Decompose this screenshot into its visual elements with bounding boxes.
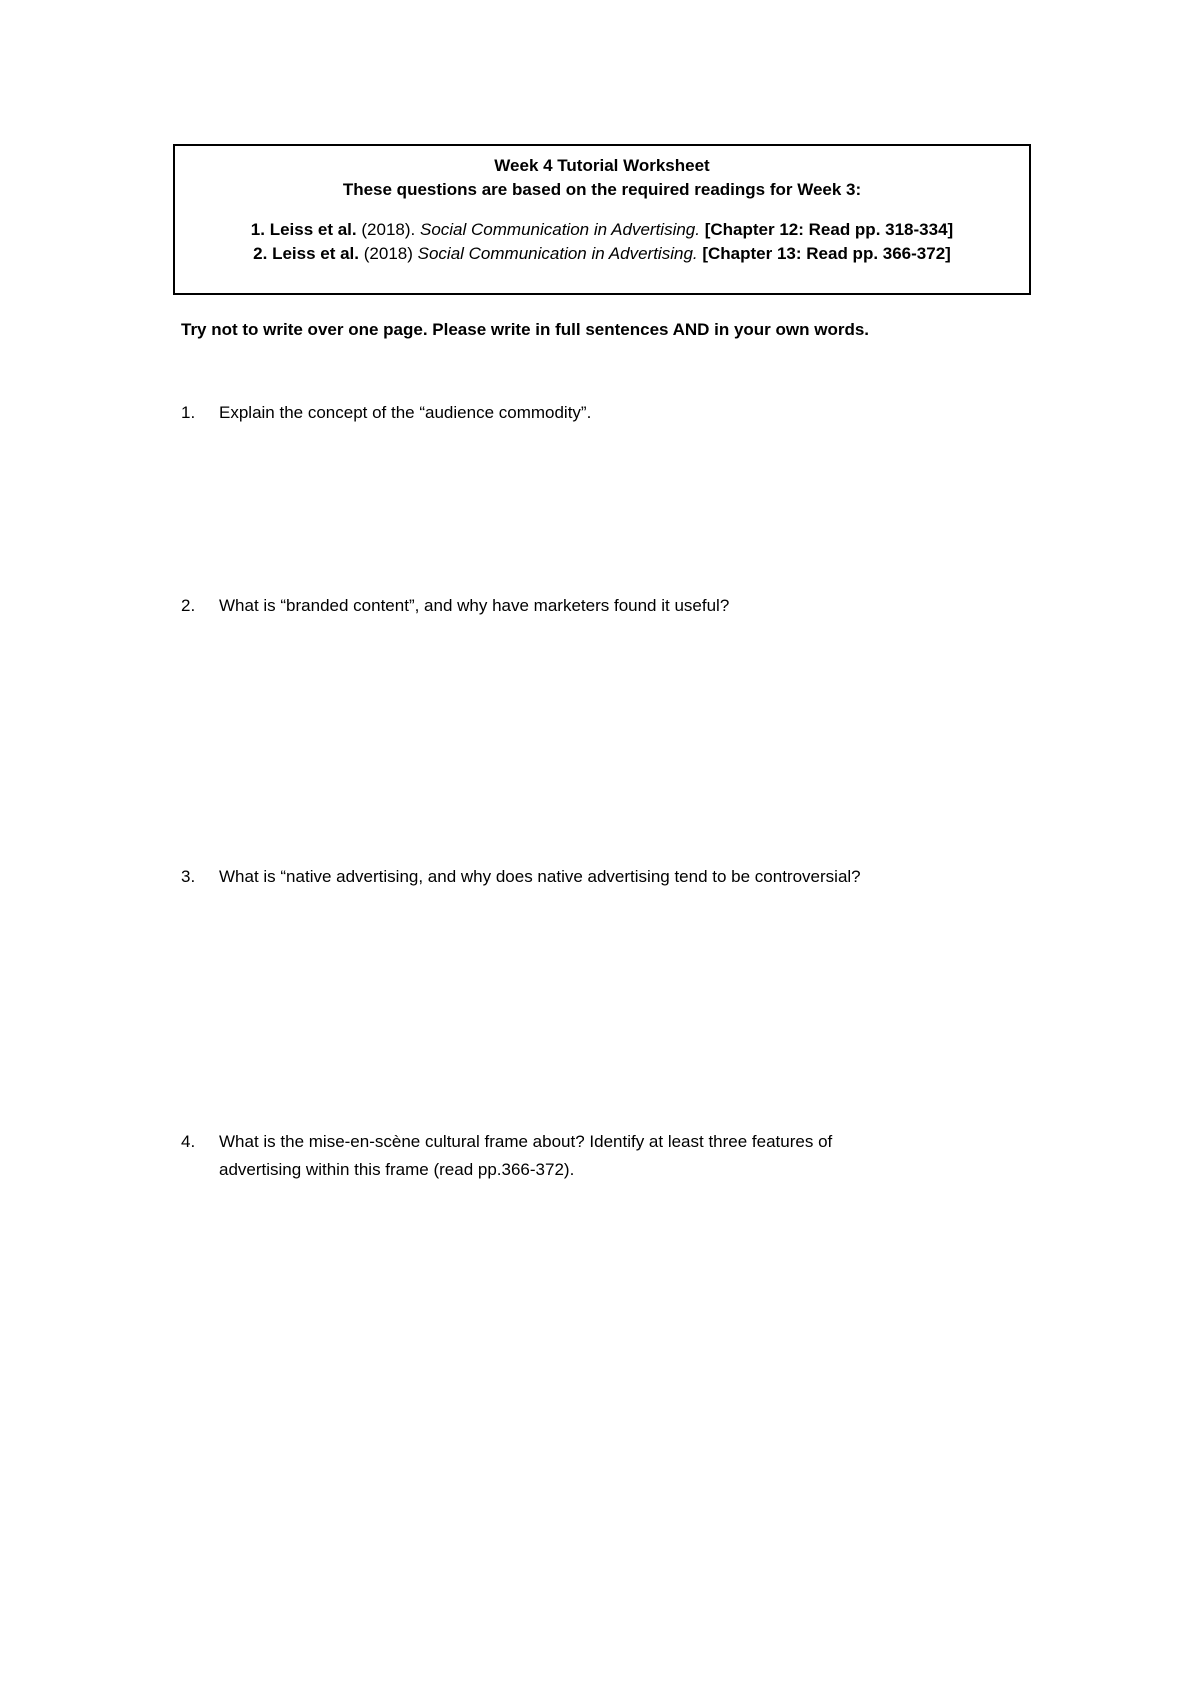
reading-author: 2. Leiss et al. [253, 244, 360, 263]
reading-book-title: Social Communication in Advertising. [417, 244, 698, 263]
question-item [181, 592, 729, 620]
reading-item [175, 218, 1029, 242]
question-number: 1. [181, 403, 196, 422]
reading-year: (2018) [363, 244, 413, 263]
question-item [181, 399, 591, 427]
reading-chapter: [Chapter 13: Read pp. 366-372] [702, 244, 951, 263]
question-number: 4. [181, 1132, 196, 1151]
question-item [181, 863, 861, 891]
question-number: 3. [181, 867, 196, 886]
question-text: Explain the concept of the “audience commodity”. [219, 403, 592, 422]
reading-year: (2018). [361, 220, 416, 239]
reading-author: 1. Leiss et al. [250, 220, 357, 239]
readings-list [175, 218, 1029, 266]
question-text: What is the mise-en-scène cultural frame about? Identify at least three features of [219, 1132, 833, 1151]
question-number: 2. [181, 596, 196, 615]
reading-book-title: Social Communication in Advertising. [419, 220, 700, 239]
worksheet-title: Week 4 Tutorial Worksheet [494, 156, 710, 175]
reading-chapter: [Chapter 12: Read pp. 318-334] [704, 220, 954, 239]
question-item [181, 1128, 832, 1184]
worksheet-subtitle: These questions are based on the required readings for Week 3: [342, 180, 862, 199]
reading-item [175, 242, 1029, 266]
question-text: What is “branded content”, and why have marketers found it useful? [219, 596, 730, 615]
question-text: What is “native advertising, and why does native advertising tend to be controversial? [219, 867, 861, 886]
question-text-continuation: advertising within this frame (read pp.366-372). [219, 1160, 575, 1179]
header-box [173, 144, 1031, 295]
instruction-text: Try not to write over one page. Please write in full sentences AND in your own words. [181, 320, 870, 339]
